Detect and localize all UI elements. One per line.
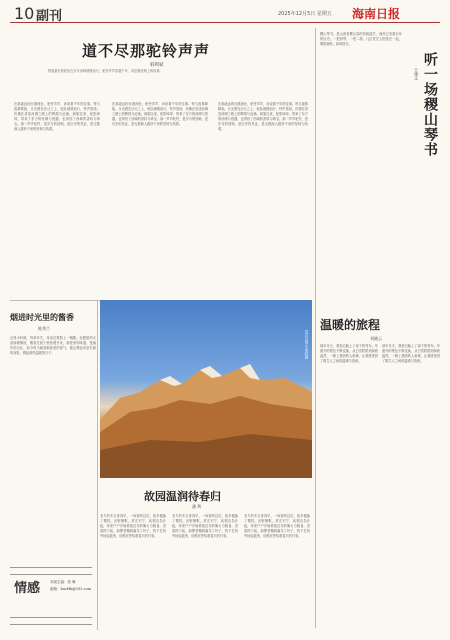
page-number: 10 (14, 4, 35, 23)
body-col-2: 那年冬天，我独自踏上了南下的列车。车窗外的景色不断变换，从白雪皑皑到绿意盎然，一路上遇到的人和事，让我感受到了陌生人之间的温暖与善意。 (382, 344, 440, 364)
article-title: 道不尽那驼铃声声 (82, 42, 211, 60)
article-title: 故园温润待春归 (144, 490, 221, 503)
body-col-3: 北方的冬天来得早，一场寒风过后，故乡便换了模样。田野静默，村庄安宁，炊烟袅袅升起，家家户户开始准备过冬的柴火与粮食。老屋的门前，那棵老槐树落尽了叶子，枝干在风中轻轻摇曳，仿佛在等待着春天的归来。 (244, 514, 310, 539)
body-text: 稷山琴书，是山西省稷山县的传统曲艺，流传已有数百年的历史。一把扬琴，一把二胡，几位老艺人围坐在一起，唱腔婉转，韵味悠长。 (320, 32, 402, 47)
body-col-3: 在那遥远的沙漠深处，驼铃声声，诉说着千年的往事。每当夜幕降临，月光洒在沙丘之上，驼队缓缓前行，铃声悠扬，仿佛在讲述丝绸之路上的辉煌与沧桑。商旅往来，驼影绰绰，带来了东方的丝绸与瓷器，也带回了西域的香料与珍宝。那一声声驼铃，是岁月的回响，是历史的见证，是无数商人跋涉千里的坚韧与执着。 (218, 102, 308, 132)
sidebar-ornament (10, 567, 92, 575)
masthead (0, 0, 450, 28)
byline: 陈秀兰 (38, 326, 50, 331)
byline: 潘 利 (192, 504, 202, 509)
article-title: 温暖的旅程 (320, 318, 381, 332)
column-rule (315, 28, 316, 628)
sidebar-ornament (10, 617, 92, 625)
landscape-photo (100, 300, 312, 478)
sidebar-email: 邮箱：hnrbfk@163.com (50, 587, 92, 591)
intro-text: 敦煌最后的驼队在月牙泉畔缓缓前行，驼铃声声穿越千年，讲述着丝路上的故事。 (48, 69, 163, 73)
section-name: 副刊 (36, 9, 63, 24)
body-col-1: 在那遥远的沙漠深处，驼铃声声，诉说着千年的往事。每当夜幕降临，月光洒在沙丘之上，驼队缓缓前行，铃声悠扬，仿佛在讲述丝绸之路上的辉煌与沧桑。商旅往来，驼影绰绰，带来了东方的丝绸与瓷器，也带回了西域的香料与珍宝。那一声声驼铃，是岁月的回响，是历史的见证，是无数商人跋涉千里的坚韧与执着。 (14, 102, 100, 132)
article-title: 听一场稷山琴书 (422, 52, 438, 157)
byline: 刘晓云 (370, 336, 382, 341)
sidebar-editor: 本版主编：张 琳 (50, 580, 76, 584)
sidebar-title: 情感 (14, 581, 41, 596)
photo-caption: 雪后吕梁山 资料图 (305, 330, 309, 360)
column-rule (97, 300, 98, 630)
byline: 王建文 (414, 68, 419, 80)
article-title: 烟进时光里的酱香 (10, 312, 74, 322)
article-smoke (10, 304, 96, 554)
article-hometown (100, 480, 312, 632)
paper-logo: 海南日报 (352, 7, 401, 21)
body-col-1: 那年冬天，我独自踏上了南下的列车。车窗外的景色不断变换，从白雪皑皑到绿意盎然，一路上遇到的人和事，让我感受到了陌生人之间的温暖与善意。 (320, 344, 378, 364)
body-text: 记得小时候，每到年关，母亲总要熬上一锅酱。灶膛里的火苗舔着锅底，酱香在屋子里弥漫开来，那是家的味道，是童年的记忆。如今每当闻到那熟悉的香气，便会想起母亲忙碌的身影，想起那些温暖的日子。 (10, 336, 96, 356)
body-col-1: 北方的冬天来得早，一场寒风过后，故乡便换了模样。田野静默，村庄安宁，炊烟袅袅升起，家家户户开始准备过冬的柴火与粮食。老屋的门前，那棵老槐树落尽了叶子，枝干在风中轻轻摇曳，仿佛在等待着春天的归来。 (100, 514, 166, 539)
date-line: 2025年12月5日 星期五 (278, 11, 332, 17)
header-rule (10, 22, 440, 23)
sidebar-box (10, 565, 94, 631)
photo-mountain (100, 300, 312, 478)
article-travel (318, 308, 442, 632)
body-col-2: 北方的冬天来得早，一场寒风过后，故乡便换了模样。田野静默，村庄安宁，炊烟袅袅升起，家家户户开始准备过冬的柴火与粮食。老屋的门前，那棵老槐树落尽了叶子，枝干在风中轻轻摇曳，仿佛在等待着春天的归来。 (172, 514, 238, 539)
body-col-2: 在那遥远的沙漠深处，驼铃声声，诉说着千年的往事。每当夜幕降临，月光洒在沙丘之上，驼队缓缓前行，铃声悠扬，仿佛在讲述丝绸之路上的辉煌与沧桑。商旅往来，驼影绰绰，带来了东方的丝绸与瓷器，也带回了西域的香料与珍宝。那一声声驼铃，是岁月的回响，是历史的见证，是无数商人跋涉千里的坚韧与执着。 (112, 102, 208, 127)
article-camel (10, 28, 312, 298)
article-qinshu (318, 28, 442, 308)
byline: 韩利斌 (150, 63, 164, 68)
